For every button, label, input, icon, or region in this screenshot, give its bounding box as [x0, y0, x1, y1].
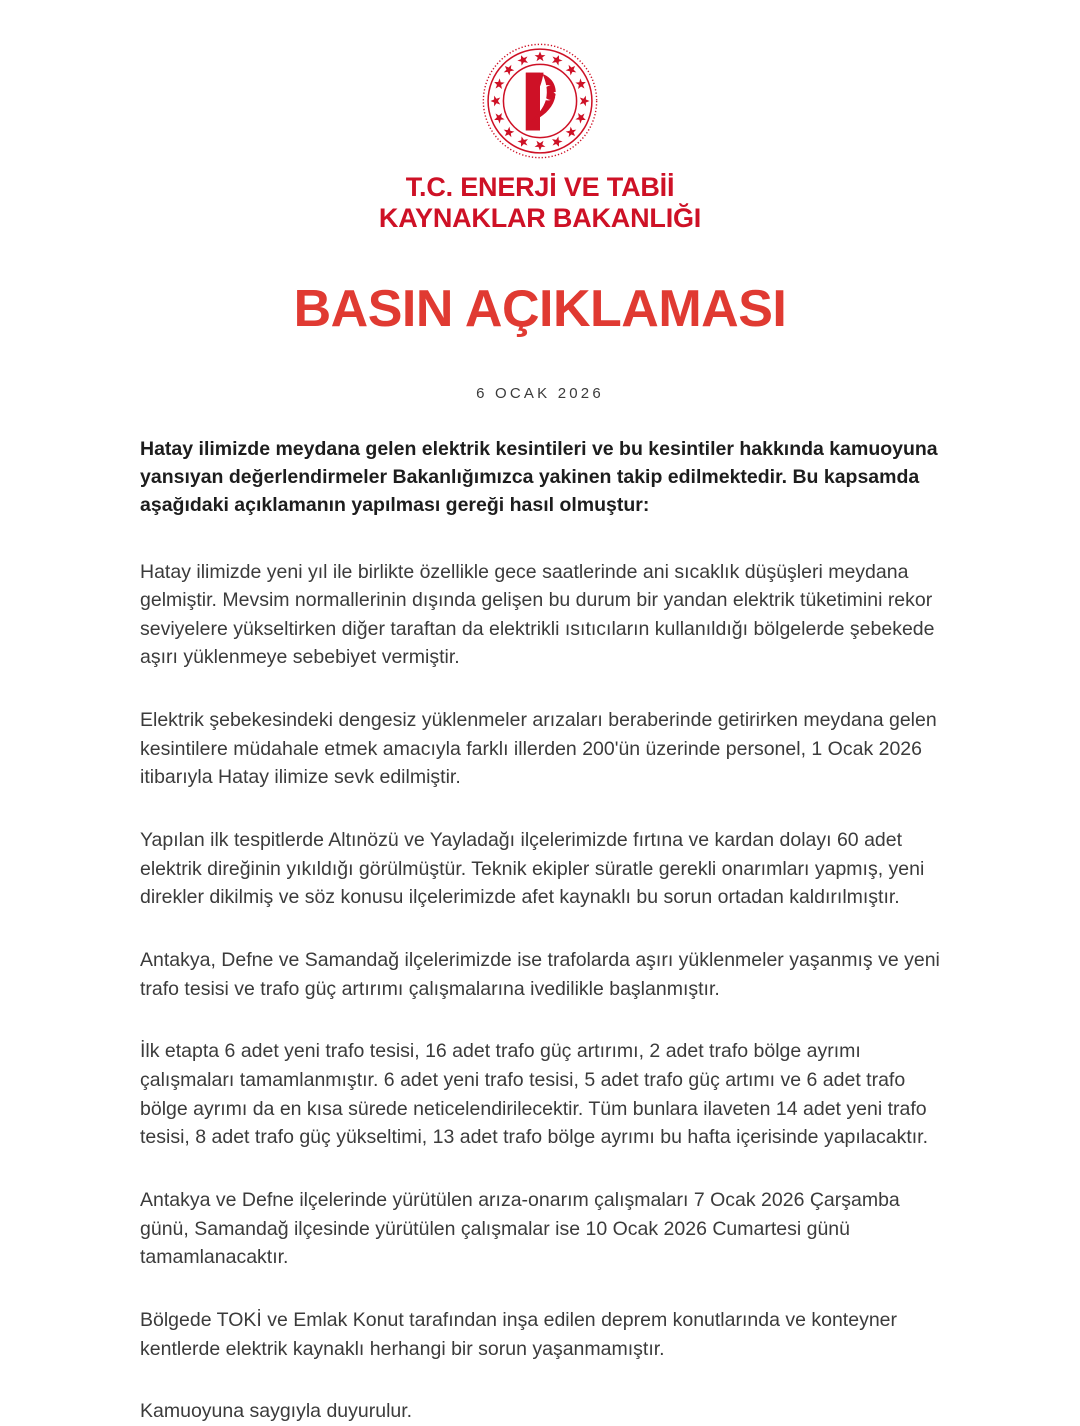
- masthead: [0, 0, 1080, 235]
- ministry-wordmark: [379, 172, 701, 235]
- wordmark-line-1: T.C. ENERJİ VE TABİİ: [405, 172, 675, 202]
- body-paragraph: Antakya ve Defne ilçelerinde yürütülen arıza-onarım çalışmaları 7 Ocak 2026 Çarşamba günü, Samandağ ilçesinde yürütülen çalışmalar ise 10 Ocak 2026 Cumartesi günü tamamlanacaktır.: [140, 1189, 900, 1269]
- publication-date: 6 OCAK 2026: [476, 385, 604, 403]
- body-paragraph: Antakya, Defne ve Samandağ ilçelerimizde ise trafolarda aşırı yüklenmeler yaşanmış ve yeni trafo tesisi ve trafo güç artırımı çalışmalarına ivedilikle başlanmıştır.: [140, 949, 940, 1000]
- intro-paragraph: Hatay ilimizde meydana gelen elektrik kesintileri ve bu kesintiler hakkında kamuoyuna yansıyan değerlendirmeler Bakanlığımızca yakinen takip edilmektedir. Bu kapsamda aşağıdaki açıklamanın yapılması gereği hasıl olmuştur:: [140, 438, 938, 516]
- body-paragraph: Bölgede TOKİ ve Emlak Konut tarafından inşa edilen deprem konutlarında ve konteyner kentlerde elektrik kaynaklı herhangi bir sorun yaşanmamıştır.: [140, 1308, 897, 1360]
- press-release-body: [140, 436, 940, 1426]
- page-title: BASIN AÇIKLAMASI: [293, 279, 787, 338]
- turkish-ministry-emblem-icon: [481, 42, 599, 160]
- body-paragraph: Hatay ilimizde yeni yıl ile birlikte özellikle gece saatlerinde ani sıcaklık düşüşleri meydana gelmiştir. Mevsim normallerinin dışında gelişen bu durum bir yandan elektrik tüketimini rekor seviyelere yükseltirken diğer taraftan da elektrikli ısıtıcıların kullanıldığı bölgelerde şebekede aşırı yüklenmeye sebebiyet vermiştir.: [140, 560, 935, 669]
- body-paragraph: Elektrik şebekesindeki dengesiz yüklenmeler arızaları beraberinde getirirken meydana gelen kesintilere müdahale etmek amacıyla farklı illerden 200'ün üzerinde personel, 1 Ocak 2026 itibarıyla Hatay ilimize sevk edilmiştir.: [140, 709, 937, 789]
- body-paragraph: İlk etapta 6 adet yeni trafo tesisi, 16 adet trafo güç artırımı, 2 adet trafo bölge ayrımı çalışmaları tamamlanmıştır. 6 adet yeni trafo tesisi, 5 adet trafo güç artımı ve 6 adet trafo bölge ayrımı da en kısa sürede neticelendirilecektir. Tüm bunlara ilaveten 14 adet yeni trafo tesisi, 8 adet trafo güç yükseltimi, 13 adet trafo bölge ayrımı bu hafta içerisinde yapılacaktır.: [140, 1040, 928, 1149]
- body-paragraph: Yapılan ilk tespitlerde Altınözü ve Yayladağı ilçelerimizde fırtına ve kardan dolayı 60 adet elektrik direğinin yıkıldığı görülmüştür. Teknik ekipler süratle gerekli onarımları yapmış, yeni direkler dikilmiş ve söz konusu ilçelerimizde afet kaynaklı bu sorun ortadan kaldırılmıştır.: [140, 829, 925, 909]
- wordmark-line-2: KAYNAKLAR BAKANLIĞI: [378, 203, 702, 234]
- closing-paragraph: Kamuoyuna saygıyla duyurulur.: [140, 1400, 413, 1423]
